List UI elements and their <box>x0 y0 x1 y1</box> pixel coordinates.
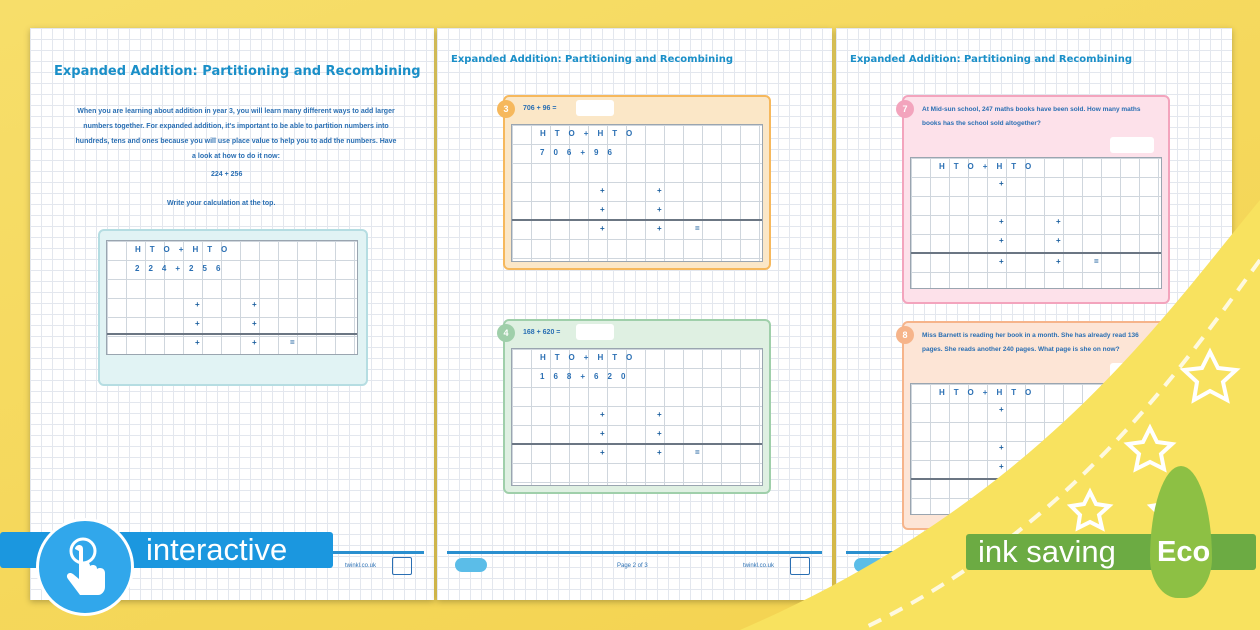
ink-saving-badge[interactable] <box>966 534 1256 570</box>
question-3-box <box>503 95 771 270</box>
question-calculation: 168 + 620 = <box>523 329 561 336</box>
plus-sign: + <box>252 338 257 347</box>
plus-sign: + <box>999 462 1004 471</box>
intro-text: When you are learning about addition in year 3, you will learn many different ways to add larger numbers together. For expanded addition, it's important to be able to partition numbers into hundreds, tens and ones because you will use place value to help you to add the numbers. Have a look at how to do it now: <box>75 108 397 160</box>
plus-sign: + <box>657 205 662 214</box>
interactive-badge[interactable] <box>0 532 333 568</box>
question-text: At Mid-sun school, 247 maths books have been sold. How many maths books has the school sold altogether? <box>922 106 1141 127</box>
interactive-label: interactive <box>146 532 288 567</box>
grid-header: HTO+HTO <box>540 353 642 362</box>
plus-sign: + <box>999 443 1004 452</box>
plus-sign: + <box>600 205 605 214</box>
answer-input[interactable] <box>1110 137 1154 153</box>
plus-sign: + <box>657 224 662 233</box>
plus-sign: + <box>1056 236 1061 245</box>
example-box <box>98 229 368 386</box>
grid-row-numbers: 706+96 <box>540 148 621 157</box>
instruction-text: Write your calculation at the top. <box>167 200 276 207</box>
grid-row-numbers: 168+620 <box>540 372 635 381</box>
example-calculation: 224 + 256 <box>211 171 243 178</box>
equals-sign: = <box>695 224 700 233</box>
footer-url: twinkl.co.uk <box>742 563 774 569</box>
plus-sign: + <box>600 224 605 233</box>
plus-sign: + <box>195 319 200 328</box>
plus-sign: + <box>600 429 605 438</box>
answer-input[interactable] <box>576 100 614 116</box>
twinkl-cloud-logo-icon <box>455 558 487 572</box>
plus-sign: + <box>999 405 1004 414</box>
plus-sign: + <box>999 236 1004 245</box>
page-title: Expanded Addition: Partitioning and Recombining <box>451 54 733 65</box>
answer-input[interactable] <box>576 324 614 340</box>
grid-header: HTO+HTO <box>939 388 1041 397</box>
question-number-badge: 7 <box>896 100 914 118</box>
page-number: Page 2 of 3 <box>617 563 648 569</box>
plus-sign: + <box>999 179 1004 188</box>
plus-sign: + <box>195 338 200 347</box>
tap-hand-icon <box>36 518 134 616</box>
plus-sign: + <box>252 319 257 328</box>
plus-sign: + <box>195 300 200 309</box>
equals-sign: = <box>1094 257 1099 266</box>
page-title: Expanded Addition: Partitioning and Recombining <box>54 64 421 79</box>
grid-row-numbers: 224+256 <box>135 264 230 273</box>
eco-label: Eco <box>1157 536 1211 568</box>
place-value-grid[interactable] <box>511 124 763 262</box>
place-value-grid[interactable] <box>511 348 763 486</box>
ink-saving-label: ink saving <box>978 534 1116 569</box>
plus-sign: + <box>657 429 662 438</box>
place-value-grid[interactable] <box>106 240 358 355</box>
plus-sign: + <box>999 257 1004 266</box>
plus-sign: + <box>1056 217 1061 226</box>
total-line <box>512 443 762 445</box>
plus-sign: + <box>999 217 1004 226</box>
question-calculation: 706 + 96 = <box>523 105 557 112</box>
page-title: Expanded Addition: Partitioning and Recombining <box>850 54 1132 65</box>
footer-url: twinkl.co.uk <box>344 563 376 569</box>
plus-sign: + <box>657 186 662 195</box>
plus-sign: + <box>600 448 605 457</box>
equals-sign: = <box>695 448 700 457</box>
plus-sign: + <box>1056 257 1061 266</box>
question-number-badge: 8 <box>896 326 914 344</box>
grid-header: HTO+HTO <box>939 162 1041 171</box>
total-line <box>107 333 357 335</box>
badge-logo-icon <box>392 557 412 575</box>
plus-sign: + <box>600 186 605 195</box>
question-number-badge: 4 <box>497 324 515 342</box>
question-text: Miss Barnett is reading her book in a month. She has already read 136 pages. She reads another 240 pages. What page is she on now? <box>922 332 1139 353</box>
plus-sign: + <box>657 410 662 419</box>
equals-sign: = <box>290 338 295 347</box>
grid-header: HTO+HTO <box>540 129 642 138</box>
plus-sign: + <box>657 448 662 457</box>
plus-sign: + <box>600 410 605 419</box>
worksheet-page-1 <box>30 28 434 600</box>
question-4-box <box>503 319 771 494</box>
grid-header: HTO+HTO <box>135 245 237 254</box>
total-line <box>512 219 762 221</box>
plus-sign: + <box>252 300 257 309</box>
question-number-badge: 3 <box>497 100 515 118</box>
